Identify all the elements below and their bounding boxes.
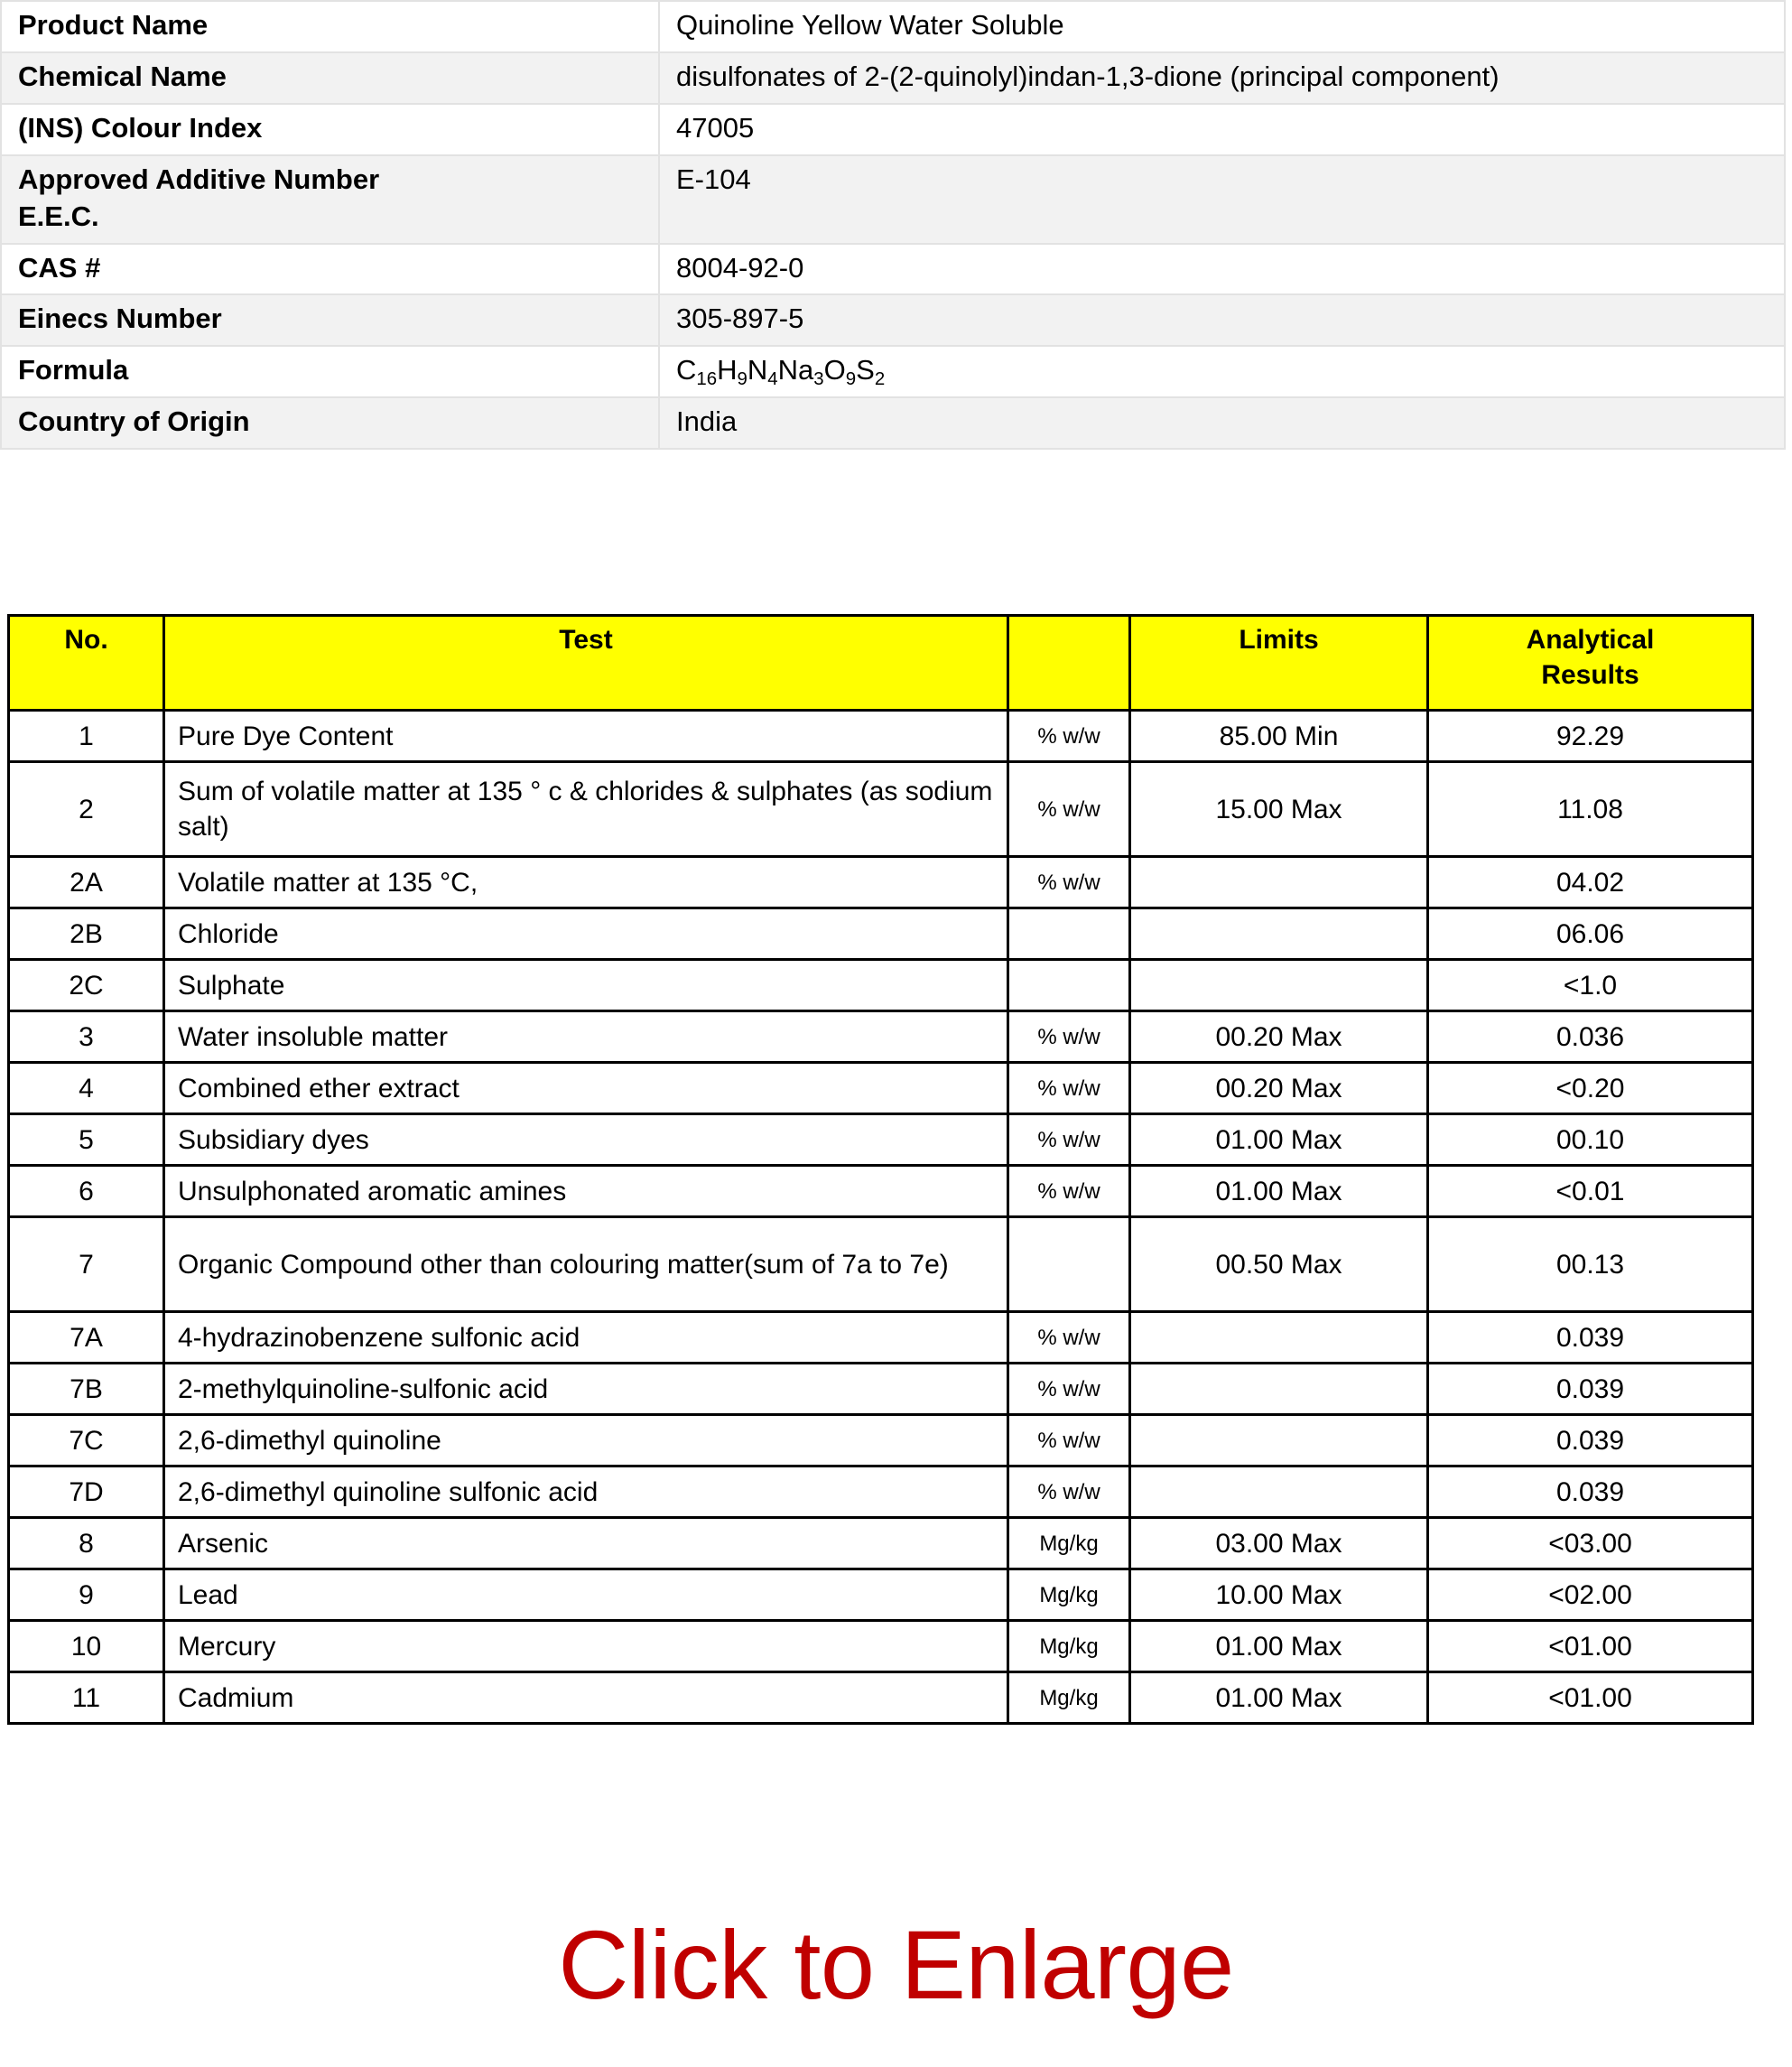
table-row <box>9 908 1753 960</box>
cell-result: 04.02 <box>1428 857 1753 908</box>
cell-no: 7D <box>9 1466 164 1518</box>
cell-result: 11.08 <box>1428 762 1753 857</box>
cell-limits <box>1130 857 1428 908</box>
cell-no: 2C <box>9 960 164 1011</box>
table-row <box>9 1166 1753 1217</box>
cell-no: 8 <box>9 1518 164 1569</box>
analysis-table-body <box>9 711 1753 1724</box>
cell-unit: Mg/kg <box>1008 1518 1130 1569</box>
cell-unit <box>1008 1217 1130 1312</box>
cell-test: 2,6-dimethyl quinoline <box>164 1415 1008 1466</box>
cell-unit: % w/w <box>1008 1166 1130 1217</box>
cell-limits: 85.00 Min <box>1130 711 1428 762</box>
cell-test: 4-hydrazinobenzene sulfonic acid <box>164 1312 1008 1364</box>
cell-no: 5 <box>9 1114 164 1166</box>
cell-result: <03.00 <box>1428 1518 1753 1569</box>
cell-test: Volatile matter at 135 °C, <box>164 857 1008 908</box>
cell-test: Organic Compound other than colouring matter(sum of 7a to 7e) <box>164 1217 1008 1312</box>
cell-result: 0.039 <box>1428 1312 1753 1364</box>
table-row <box>9 762 1753 857</box>
cell-test: Subsidiary dyes <box>164 1114 1008 1166</box>
table-row <box>9 1217 1753 1312</box>
spec-label-cell <box>1 155 659 244</box>
table-row <box>9 857 1753 908</box>
cell-limits <box>1130 960 1428 1011</box>
cell-result: <01.00 <box>1428 1621 1753 1672</box>
cell-result: <1.0 <box>1428 960 1753 1011</box>
product-spec-table <box>0 0 1786 450</box>
analysis-table-wrapper <box>0 614 1792 1725</box>
table-row <box>9 960 1753 1011</box>
cell-limits: 01.00 Max <box>1130 1621 1428 1672</box>
spec-row <box>1 1 1785 52</box>
spec-row <box>1 155 1785 244</box>
cell-test: Sulphate <box>164 960 1008 1011</box>
spec-label-cell <box>1 294 659 346</box>
spec-label-cell <box>1 52 659 104</box>
cell-result: 0.039 <box>1428 1415 1753 1466</box>
cell-test: Cadmium <box>164 1672 1008 1724</box>
cell-unit: Mg/kg <box>1008 1569 1130 1621</box>
spec-value-text: 305-897-5 <box>676 303 804 335</box>
spec-value-text: India <box>676 405 738 438</box>
cell-no: 10 <box>9 1621 164 1672</box>
table-row <box>9 1672 1753 1724</box>
header-results-line1: Analytical <box>1526 625 1655 656</box>
spec-label-text: Chemical Name <box>18 60 227 92</box>
spec-label-text: (INS) Colour Index <box>18 111 263 144</box>
cell-unit: Mg/kg <box>1008 1672 1130 1724</box>
cell-limits <box>1130 1312 1428 1364</box>
cell-unit: % w/w <box>1008 1114 1130 1166</box>
cell-limits: 00.20 Max <box>1130 1063 1428 1114</box>
spec-value-text: Quinoline Yellow Water Soluble <box>676 9 1064 41</box>
cell-result: 0.036 <box>1428 1011 1753 1063</box>
spec-row <box>1 346 1785 397</box>
cell-test: Arsenic <box>164 1518 1008 1569</box>
table-row <box>9 1011 1753 1063</box>
cell-limits <box>1130 908 1428 960</box>
spec-row <box>1 52 1785 104</box>
cell-unit: % w/w <box>1008 762 1130 857</box>
cell-no: 4 <box>9 1063 164 1114</box>
analysis-table-head <box>9 616 1753 711</box>
cell-unit <box>1008 908 1130 960</box>
cell-no: 7B <box>9 1364 164 1415</box>
spec-label-text: Approved Additive Number <box>18 163 380 195</box>
cell-result: 00.10 <box>1428 1114 1753 1166</box>
cell-no: 11 <box>9 1672 164 1724</box>
table-row <box>9 1063 1753 1114</box>
cell-result: 00.13 <box>1428 1217 1753 1312</box>
spec-label-text: Country of Origin <box>18 405 250 438</box>
cell-test: Lead <box>164 1569 1008 1621</box>
table-row <box>9 1312 1753 1364</box>
cell-unit: % w/w <box>1008 1063 1130 1114</box>
cell-no: 7C <box>9 1415 164 1466</box>
cell-limits: 00.20 Max <box>1130 1011 1428 1063</box>
cell-test: 2-methylquinoline-sulfonic acid <box>164 1364 1008 1415</box>
cell-result: <02.00 <box>1428 1569 1753 1621</box>
spec-value-cell <box>659 104 1785 155</box>
cell-no: 6 <box>9 1166 164 1217</box>
cell-result: 92.29 <box>1428 711 1753 762</box>
cell-limits: 01.00 Max <box>1130 1114 1428 1166</box>
header-unit <box>1008 616 1130 711</box>
cell-unit: Mg/kg <box>1008 1621 1130 1672</box>
cell-limits: 10.00 Max <box>1130 1569 1428 1621</box>
click-to-enlarge-label[interactable]: Click to Enlarge <box>558 1910 1234 2019</box>
spec-label-cell <box>1 346 659 397</box>
spec-row <box>1 294 1785 346</box>
cell-result: <0.20 <box>1428 1063 1753 1114</box>
cell-limits: 03.00 Max <box>1130 1518 1428 1569</box>
cell-unit: % w/w <box>1008 711 1130 762</box>
table-row <box>9 1621 1753 1672</box>
spec-label-text-line2: E.E.C. <box>18 200 99 232</box>
header-test: Test <box>164 616 1008 711</box>
cell-unit: % w/w <box>1008 1466 1130 1518</box>
spec-label-cell <box>1 1 659 52</box>
cell-result: <01.00 <box>1428 1672 1753 1724</box>
header-limits: Limits <box>1130 616 1428 711</box>
spec-value-cell <box>659 244 1785 295</box>
spec-label-text: Einecs Number <box>18 303 222 335</box>
cell-no: 7 <box>9 1217 164 1312</box>
cell-unit: % w/w <box>1008 1011 1130 1063</box>
spec-value-formula: $C_{16}H_9N_4Na_3O_9S_2$ <box>659 346 1785 397</box>
header-analytical-results <box>1428 616 1753 711</box>
cell-no: 9 <box>9 1569 164 1621</box>
spec-label-text: Product Name <box>18 9 209 41</box>
cell-test: Chloride <box>164 908 1008 960</box>
spec-label-text: Formula <box>18 354 129 386</box>
cell-no: 2A <box>9 857 164 908</box>
cell-unit: % w/w <box>1008 857 1130 908</box>
cell-limits <box>1130 1415 1428 1466</box>
cell-test: Water insoluble matter <box>164 1011 1008 1063</box>
spec-value-text: 8004-92-0 <box>676 251 804 284</box>
cell-no: 7A <box>9 1312 164 1364</box>
spec-label-text: CAS # <box>18 251 101 284</box>
spec-value-cell <box>659 397 1785 449</box>
table-row <box>9 1364 1753 1415</box>
cell-limits: 00.50 Max <box>1130 1217 1428 1312</box>
section-spacer <box>0 450 1792 614</box>
spec-value-text: 47005 <box>676 111 755 144</box>
header-results-line2: Results <box>1541 660 1639 691</box>
spec-value-text: E-104 <box>676 163 751 195</box>
cell-test: 2,6-dimethyl quinoline sulfonic acid <box>164 1466 1008 1518</box>
table-row <box>9 711 1753 762</box>
cell-no: 2B <box>9 908 164 960</box>
cell-no: 3 <box>9 1011 164 1063</box>
spec-value-cell <box>659 294 1785 346</box>
cell-unit <box>1008 960 1130 1011</box>
cell-no: 2 <box>9 762 164 857</box>
cell-result: 0.039 <box>1428 1364 1753 1415</box>
cell-unit: % w/w <box>1008 1312 1130 1364</box>
analysis-header-row <box>9 616 1753 711</box>
spec-row <box>1 244 1785 295</box>
analysis-results-table <box>7 614 1754 1725</box>
product-spec-body <box>1 1 1785 449</box>
header-no: No. <box>9 616 164 711</box>
cell-limits <box>1130 1364 1428 1415</box>
cell-test: Pure Dye Content <box>164 711 1008 762</box>
cell-no: 1 <box>9 711 164 762</box>
table-row <box>9 1466 1753 1518</box>
table-row <box>9 1569 1753 1621</box>
cell-test: Sum of volatile matter at 135 ° c & chlorides & sulphates (as sodium salt) <box>164 762 1008 857</box>
cell-unit: % w/w <box>1008 1415 1130 1466</box>
table-row <box>9 1518 1753 1569</box>
spec-value-cell <box>659 1 1785 52</box>
spec-value-text: disulfonates of 2-(2-quinolyl)indan-1,3-dione (principal component) <box>676 60 1500 92</box>
spec-label-cell <box>1 104 659 155</box>
cell-test: Combined ether extract <box>164 1063 1008 1114</box>
spec-value-cell <box>659 52 1785 104</box>
cell-test: Unsulphonated aromatic amines <box>164 1166 1008 1217</box>
cell-result: 0.039 <box>1428 1466 1753 1518</box>
table-row <box>9 1415 1753 1466</box>
spec-row <box>1 397 1785 449</box>
cell-result: <0.01 <box>1428 1166 1753 1217</box>
cell-limits <box>1130 1466 1428 1518</box>
spec-value-cell <box>659 155 1785 244</box>
cell-limits: 01.00 Max <box>1130 1166 1428 1217</box>
spec-label-cell <box>1 244 659 295</box>
cell-result: 06.06 <box>1428 908 1753 960</box>
cell-limits: 15.00 Max <box>1130 762 1428 857</box>
spec-row <box>1 104 1785 155</box>
cell-test: Mercury <box>164 1621 1008 1672</box>
cell-limits: 01.00 Max <box>1130 1672 1428 1724</box>
cell-unit: % w/w <box>1008 1364 1130 1415</box>
spec-label-cell <box>1 397 659 449</box>
table-row <box>9 1114 1753 1166</box>
